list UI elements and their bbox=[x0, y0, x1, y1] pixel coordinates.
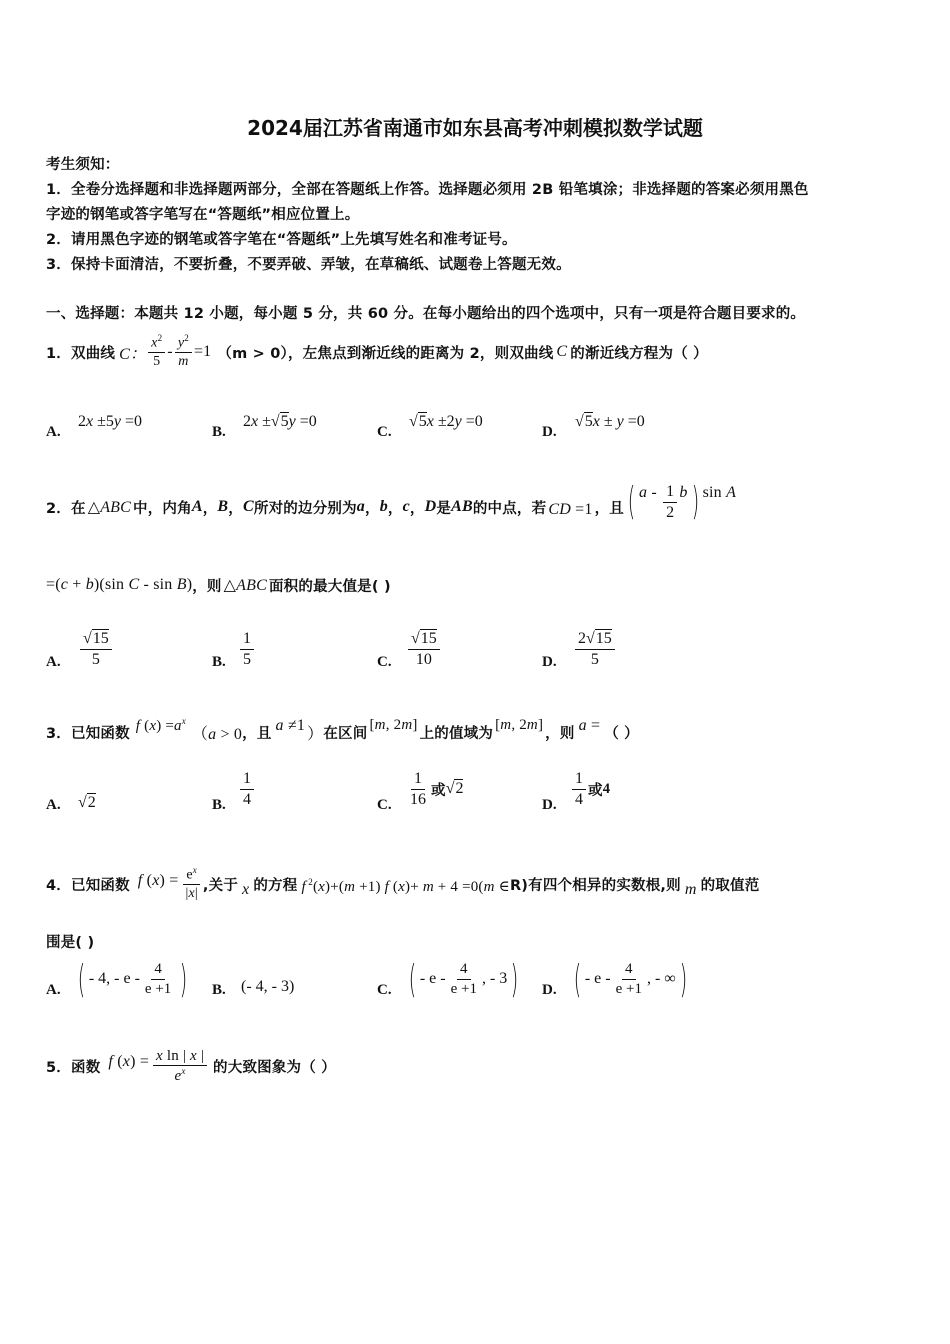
q1-option-d: √5x ± y =0 bbox=[575, 413, 645, 430]
q4-option-a-label: A. bbox=[46, 982, 61, 998]
q2-option-d-label: D. bbox=[542, 654, 557, 670]
q4-number: 4．已知函数 bbox=[46, 877, 130, 894]
q2-equation: =(c + b)(sin C - sin B) bbox=[46, 576, 193, 593]
q2-cd-eq-1: CD =1 bbox=[548, 501, 593, 518]
q2-option-a: $\frac{√15}{5}$ bbox=[78, 630, 114, 668]
q3-option-d: $\frac{1}{4}$ 或 4 bbox=[570, 770, 610, 808]
page-title: 2024届江苏省南通市如东县高考冲刺模拟数学试题 bbox=[247, 116, 703, 140]
question-4: 4．已知函数 f (x) = $\frac{e^x}{|x|}$ ,关于 x 的方程 f $^2$(x)+(m +1) f (x)+ m + 4 =0(m ∈ R)有四个相异的实数根,则 m 的取值范 bbox=[46, 865, 760, 902]
notice-line-1b: 字迹的钢笔或答字笔写在“答题纸”相应位置上。 bbox=[46, 207, 360, 223]
q2-option-b: $\frac{1}{5}$ bbox=[238, 630, 256, 668]
section-heading: 一、选择题：本题共 12 小题，每小题 5 分，共 60 分。在每小题给出的四个选项中，只有一项是符合题目要求的。 bbox=[46, 306, 806, 322]
q2-option-c: $\frac{√15}{10}$ bbox=[406, 630, 442, 668]
q3-number: 3．已知函数 bbox=[46, 725, 130, 742]
notice-line-3: 3．保持卡面清洁，不要折叠，不要弄破、弄皱，在草稿纸、试题卷上答题无效。 bbox=[46, 257, 571, 273]
notice-line-2: 2．请用黑色字迹的钢笔或答字笔在“答题纸”上先填写姓名和准考证号。 bbox=[46, 232, 517, 248]
q4-option-c: ( - e - $\frac{4}{e +1}$ , - 3 ) bbox=[408, 957, 519, 1001]
q1-option-d-label: D. bbox=[542, 424, 557, 440]
question-3: 3．已知函数 f $(x) =a^x$ （a > 0 ，且 a ≠1 ） 在区间 [m, 2m] 上的值域为 [m, 2m] ，则 a = （ ） bbox=[46, 715, 639, 743]
q4-option-a: ( - 4, - e - $\frac{4}{e +1}$ ) bbox=[77, 957, 188, 1001]
question-1: 1．双曲线 C： $\frac{x^2}{5}$ - $\frac{y^2}{m}$ =1 （m > 0），左焦点到渐近线的距离为 2，则双曲线 C 的渐近线方程为（ ） bbox=[46, 333, 708, 370]
q1-option-b-label: B. bbox=[212, 424, 226, 440]
q2-option-c-label: C. bbox=[377, 654, 392, 670]
q3-option-a: √2 bbox=[78, 794, 96, 811]
q2-option-d: $\frac{2√15}{5}$ bbox=[573, 630, 617, 668]
q4-option-d: ( - e - $\frac{4}{e +1}$ , - ∞ ) bbox=[573, 957, 687, 1001]
q2-number: 2．在 bbox=[46, 500, 86, 517]
q2-triangle: △ABC bbox=[87, 499, 132, 516]
q4-option-d-label: D. bbox=[542, 982, 557, 998]
q4-option-b: (- 4, - 3) bbox=[241, 978, 295, 995]
q2-option-a-label: A. bbox=[46, 654, 61, 670]
q3-option-d-label: D. bbox=[542, 797, 557, 813]
q1-condition: （m > 0），左焦点到渐近线的距离为 2，则双曲线 bbox=[217, 345, 554, 362]
notice-heading: 考生须知： bbox=[46, 157, 120, 173]
q1-number: 1．双曲线 bbox=[46, 345, 116, 362]
q1-option-a: 2x ±5y =0 bbox=[78, 413, 143, 430]
q1-frac-x2-5: $\frac{x^2}{5}$ bbox=[148, 334, 165, 369]
q3-option-c-label: C. bbox=[377, 797, 392, 813]
q1-tail: 的渐近线方程为（ ） bbox=[570, 345, 708, 362]
question-4-line-2: 围是( ) bbox=[46, 935, 95, 951]
q1-hyperbola-name: C： bbox=[119, 345, 147, 363]
q4-option-c-label: C. bbox=[377, 982, 392, 998]
notice-line-1a: 1．全卷分选择题和非选择题两部分，全部在答题纸上作答。选择题必须用 2B 铅笔填涂；非选择题的答案必须用黑色 bbox=[46, 182, 809, 198]
q3-option-b: $\frac{1}{4}$ bbox=[238, 770, 256, 808]
q2-option-b-label: B. bbox=[212, 654, 226, 670]
q1-option-c: √5x ±2y =0 bbox=[409, 413, 483, 430]
q1-frac-y2-m: $\frac{y^2}{m}$ bbox=[175, 334, 192, 369]
q3-option-c: $\frac{1}{16}$ 或 √2 bbox=[410, 770, 464, 808]
q3-option-a-label: A. bbox=[46, 797, 61, 813]
q5-number: 5．函数 bbox=[46, 1059, 101, 1076]
q4-option-b-label: B. bbox=[212, 982, 226, 998]
question-2: 2．在 △ABC 中，内角 A ， B ， C 所对的边分别为 a ， b ， c ， D 是 AB 的中点，若 CD =1 ，且 ( a - $\frac{1}{2}$ b ) sin A bbox=[46, 479, 737, 523]
question-5: 5．函数 f (x) = $\frac{\text{x ln | x |}}{e^x}$ 的大致图象为（ ） bbox=[46, 1047, 336, 1084]
q1-option-c-label: C. bbox=[377, 424, 392, 440]
question-2-line-2: =(c + b)(sin C - sin B) ，则 △ABC 面积的最大值是( ) bbox=[46, 576, 391, 595]
q1-option-a-label: A. bbox=[46, 424, 61, 440]
q1-option-b: 2x ±√5y =0 bbox=[243, 413, 317, 430]
q3-option-b-label: B. bbox=[212, 797, 226, 813]
